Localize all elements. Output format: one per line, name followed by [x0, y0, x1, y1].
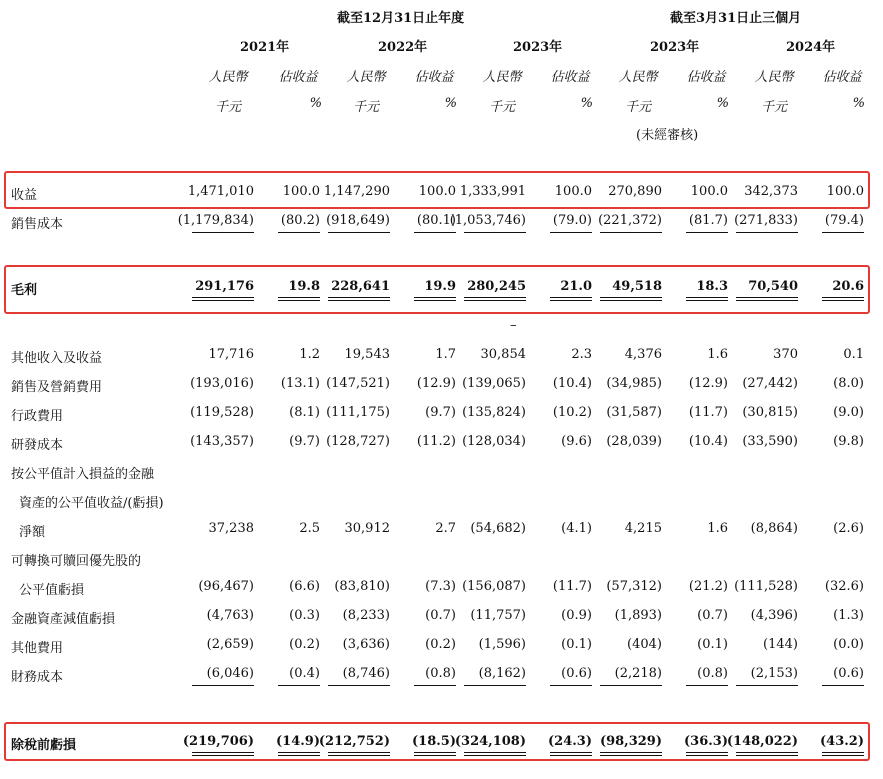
cell-percent: 2.7 [435, 521, 456, 536]
cell-amount: 342,373 [744, 184, 798, 199]
underline [600, 232, 662, 233]
cell-percent: 100.0 [282, 184, 320, 199]
row-label: 銷售及營銷費用 [11, 380, 103, 395]
cell-percent: (0.6) [833, 666, 864, 681]
double-underline [686, 297, 728, 301]
header-year-2024-q1: 2024年 [786, 40, 836, 55]
row-label: 公平值虧損 [19, 583, 85, 598]
cell-percent: 19.9 [424, 279, 456, 294]
underline [736, 232, 798, 233]
unit-thousand: 千元 [352, 100, 379, 115]
cell-percent: (0.8) [697, 666, 728, 681]
row-label: 金融資產減值虧損 [11, 612, 116, 627]
cell-percent: (0.2) [289, 637, 320, 652]
cell-amount: (135,824) [462, 405, 526, 420]
cell-amount: (404) [627, 637, 662, 652]
cell-amount: (27,442) [742, 376, 798, 391]
underline [328, 232, 390, 233]
cell-percent: (10.4) [688, 434, 728, 449]
cell-percent: 18.3 [696, 279, 728, 294]
underline [822, 685, 864, 686]
row-label: 按公平值計入損益的金融 [11, 467, 155, 482]
cell-percent: (0.8) [425, 666, 456, 681]
row-label: 其他費用 [11, 641, 64, 656]
unit-percent: % [309, 96, 322, 111]
cell-percent: (0.3) [289, 608, 320, 623]
underline [414, 232, 456, 233]
double-underline [328, 752, 390, 756]
cell-amount: (4,763) [206, 608, 254, 623]
cell-amount: (34,985) [606, 376, 662, 391]
cell-amount: (2,218) [614, 666, 662, 681]
cell-amount: (119,528) [190, 405, 254, 420]
underline [550, 232, 592, 233]
double-underline [736, 297, 798, 301]
header-group-year: 截至12月31日止年度 [337, 11, 465, 26]
unit-thousand: 千元 [488, 100, 515, 115]
cell-percent: (12.9) [416, 376, 456, 391]
cell-amount: (31,587) [606, 405, 662, 420]
cell-percent: (80.2) [280, 213, 320, 228]
unaudited-note: (未經審核) [636, 128, 699, 143]
cell-amount: (6,046) [206, 666, 254, 681]
cell-percent: 100.0 [418, 184, 456, 199]
cell-amount: (96,467) [198, 579, 254, 594]
underline [192, 232, 254, 233]
cell-amount: (8,746) [342, 666, 390, 681]
cell-amount: (324,108) [454, 734, 526, 749]
cell-percent: (9.0) [833, 405, 864, 420]
cell-amount: (30,815) [742, 405, 798, 420]
cell-amount: (2,153) [750, 666, 798, 681]
cell-percent: (0.2) [425, 637, 456, 652]
row-label: 除稅前虧損 [11, 738, 77, 753]
unit-margin: 佔收益 [686, 70, 726, 85]
cell-percent: (9.7) [425, 405, 456, 420]
row-label: 財務成本 [11, 670, 64, 685]
cell-amount: (219,706) [182, 734, 254, 749]
cell-percent: (11.7) [688, 405, 728, 420]
cell-percent: (24.3) [548, 734, 592, 749]
row-label: 行政費用 [11, 409, 64, 424]
cell-amount: (83,810) [334, 579, 390, 594]
underline [464, 685, 526, 686]
cell-amount: 280,245 [467, 279, 526, 294]
underline [600, 685, 662, 686]
cell-amount: 37,238 [208, 521, 254, 536]
cell-percent: (11.2) [416, 434, 456, 449]
double-underline [600, 297, 662, 301]
underline [414, 685, 456, 686]
cell-percent: (21.2) [688, 579, 728, 594]
cell-percent: (7.3) [425, 579, 456, 594]
cell-percent: (8.1) [289, 405, 320, 420]
cell-percent: (0.1) [697, 637, 728, 652]
cell-amount: (139,065) [462, 376, 526, 391]
row-label: 研發成本 [11, 438, 64, 453]
cell-percent: 0.1 [843, 347, 864, 362]
cell-percent: (32.6) [824, 579, 864, 594]
underline [464, 232, 526, 233]
cell-amount: 370 [773, 347, 798, 362]
cell-percent: (36.3) [684, 734, 728, 749]
cell-percent: 20.6 [832, 279, 864, 294]
unit-thousand: 千元 [760, 100, 787, 115]
row-label: 收益 [11, 188, 38, 203]
cell-amount: (221,372) [598, 213, 662, 228]
cell-amount: (193,016) [190, 376, 254, 391]
double-underline [822, 297, 864, 301]
underline [550, 685, 592, 686]
cell-percent: (9.6) [561, 434, 592, 449]
double-underline [686, 752, 728, 756]
underline [686, 685, 728, 686]
cell-amount: (11,757) [470, 608, 526, 623]
cell-percent: (10.4) [552, 376, 592, 391]
unit-percent: % [852, 96, 865, 111]
cell-amount: 30,912 [344, 521, 390, 536]
cell-percent: 19.8 [288, 279, 320, 294]
cell-percent: 2.5 [299, 521, 320, 536]
cell-amount: (271,833) [734, 213, 798, 228]
cell-percent: (0.9) [561, 608, 592, 623]
header-year-2022: 2022年 [378, 40, 428, 55]
cell-percent: (81.7) [688, 213, 728, 228]
cell-percent: (79.0) [552, 213, 592, 228]
cell-amount: 19,543 [344, 347, 390, 362]
cell-amount: (148,022) [726, 734, 798, 749]
cell-amount: 1,147,290 [323, 184, 390, 199]
row-label: 毛利 [11, 283, 38, 298]
header-year-2023-q1: 2023年 [650, 40, 700, 55]
header-group-quarter: 截至3月31日止三個月 [670, 11, 802, 26]
cell-amount: (143,357) [190, 434, 254, 449]
unit-thousand: 千元 [624, 100, 651, 115]
double-underline [550, 297, 592, 301]
underline [192, 685, 254, 686]
unit-currency: 人民幣 [754, 70, 794, 85]
cell-amount: (57,312) [606, 579, 662, 594]
cell-amount: (1,893) [614, 608, 662, 623]
underline [822, 232, 864, 233]
underline [328, 685, 390, 686]
cell-amount: (98,329) [599, 734, 662, 749]
cell-amount: (128,727) [326, 434, 390, 449]
cell-percent: (0.4) [289, 666, 320, 681]
row-label: 淨額 [19, 525, 46, 540]
cell-percent: (2.6) [833, 521, 864, 536]
double-underline [414, 752, 456, 756]
cell-percent: (13.1) [280, 376, 320, 391]
unit-percent: % [444, 96, 457, 111]
cell-percent: 100.0 [554, 184, 592, 199]
cell-percent: 1.6 [707, 521, 728, 536]
stray-dash: – [510, 318, 517, 333]
cell-amount: 270,890 [608, 184, 662, 199]
row-label: 銷售成本 [11, 217, 64, 232]
cell-percent: (10.2) [552, 405, 592, 420]
underline [278, 685, 320, 686]
cell-percent: (8.0) [833, 376, 864, 391]
cell-percent: (11.7) [552, 579, 592, 594]
cell-amount: (144) [763, 637, 798, 652]
cell-percent: (1.3) [833, 608, 864, 623]
cell-percent: (0.1) [561, 637, 592, 652]
unit-margin: 佔收益 [822, 70, 862, 85]
cell-amount: (918,649) [326, 213, 390, 228]
cell-amount: 291,176 [195, 279, 254, 294]
unit-percent: % [580, 96, 593, 111]
cell-amount: (1,179,834) [177, 213, 254, 228]
cell-amount: 49,518 [612, 279, 662, 294]
cell-amount: 70,540 [748, 279, 798, 294]
double-underline [328, 297, 390, 301]
cell-amount: (1,053,746) [449, 213, 526, 228]
double-underline [278, 297, 320, 301]
cell-percent: (43.2) [820, 734, 864, 749]
cell-percent: 100.0 [826, 184, 864, 199]
row-label: 資產的公平值收益/(虧損) [19, 496, 164, 511]
cell-amount: 1,471,010 [187, 184, 254, 199]
cell-amount: 17,716 [208, 347, 254, 362]
cell-percent: (9.7) [289, 434, 320, 449]
double-underline [736, 752, 798, 756]
double-underline [464, 297, 526, 301]
cell-amount: (2,659) [206, 637, 254, 652]
cell-amount: (212,752) [318, 734, 390, 749]
cell-percent: (12.9) [688, 376, 728, 391]
cell-amount: 4,215 [624, 521, 662, 536]
unit-currency: 人民幣 [482, 70, 522, 85]
cell-amount: (8,864) [750, 521, 798, 536]
cell-percent: (0.6) [561, 666, 592, 681]
cell-amount: (33,590) [742, 434, 798, 449]
cell-amount: (1,596) [478, 637, 526, 652]
double-underline [414, 297, 456, 301]
row-label: 可轉換可贖回優先股的 [11, 554, 142, 569]
cell-amount: (28,039) [606, 434, 662, 449]
double-underline [192, 752, 254, 756]
double-underline [822, 752, 864, 756]
unit-margin: 佔收益 [414, 70, 454, 85]
cell-percent: (0.0) [833, 637, 864, 652]
cell-percent: (9.8) [833, 434, 864, 449]
cell-amount: (4,396) [750, 608, 798, 623]
cell-percent: 1.2 [299, 347, 320, 362]
cell-percent: 21.0 [560, 279, 592, 294]
cell-percent: (6.6) [289, 579, 320, 594]
underline [686, 232, 728, 233]
cell-amount: 30,854 [480, 347, 526, 362]
cell-percent: 1.6 [707, 347, 728, 362]
cell-percent: 1.7 [435, 347, 456, 362]
cell-percent: (18.5) [412, 734, 456, 749]
header-year-2021: 2021年 [240, 40, 290, 55]
cell-percent: 2.3 [571, 347, 592, 362]
cell-amount: (111,528) [734, 579, 798, 594]
cell-amount: (128,034) [462, 434, 526, 449]
unit-margin: 佔收益 [550, 70, 590, 85]
cell-amount: (156,087) [462, 579, 526, 594]
cell-amount: 228,641 [331, 279, 390, 294]
cell-percent: (0.7) [425, 608, 456, 623]
double-underline [278, 752, 320, 756]
unit-margin: 佔收益 [278, 70, 318, 85]
unit-thousand: 千元 [214, 100, 241, 115]
cell-amount: (111,175) [326, 405, 390, 420]
cell-amount: (3,636) [342, 637, 390, 652]
double-underline [192, 297, 254, 301]
cell-percent: (4.1) [561, 521, 592, 536]
double-underline [464, 752, 526, 756]
cell-percent: (0.7) [697, 608, 728, 623]
underline [736, 685, 798, 686]
underline [278, 232, 320, 233]
cell-amount: (8,233) [342, 608, 390, 623]
double-underline [550, 752, 592, 756]
cell-percent: 100.0 [690, 184, 728, 199]
unit-currency: 人民幣 [618, 70, 658, 85]
unit-currency: 人民幣 [208, 70, 248, 85]
cell-amount: 1,333,991 [459, 184, 526, 199]
unit-currency: 人民幣 [346, 70, 386, 85]
header-year-2023: 2023年 [513, 40, 563, 55]
cell-amount: (8,162) [478, 666, 526, 681]
double-underline [600, 752, 662, 756]
row-label: 其他收入及收益 [11, 351, 103, 366]
cell-percent: (79.4) [824, 213, 864, 228]
cell-amount: 4,376 [624, 347, 662, 362]
cell-amount: (54,682) [470, 521, 526, 536]
cell-percent: (80.1) [416, 213, 456, 228]
cell-percent: (14.9) [276, 734, 320, 749]
cell-amount: (147,521) [326, 376, 390, 391]
unit-percent: % [716, 96, 729, 111]
